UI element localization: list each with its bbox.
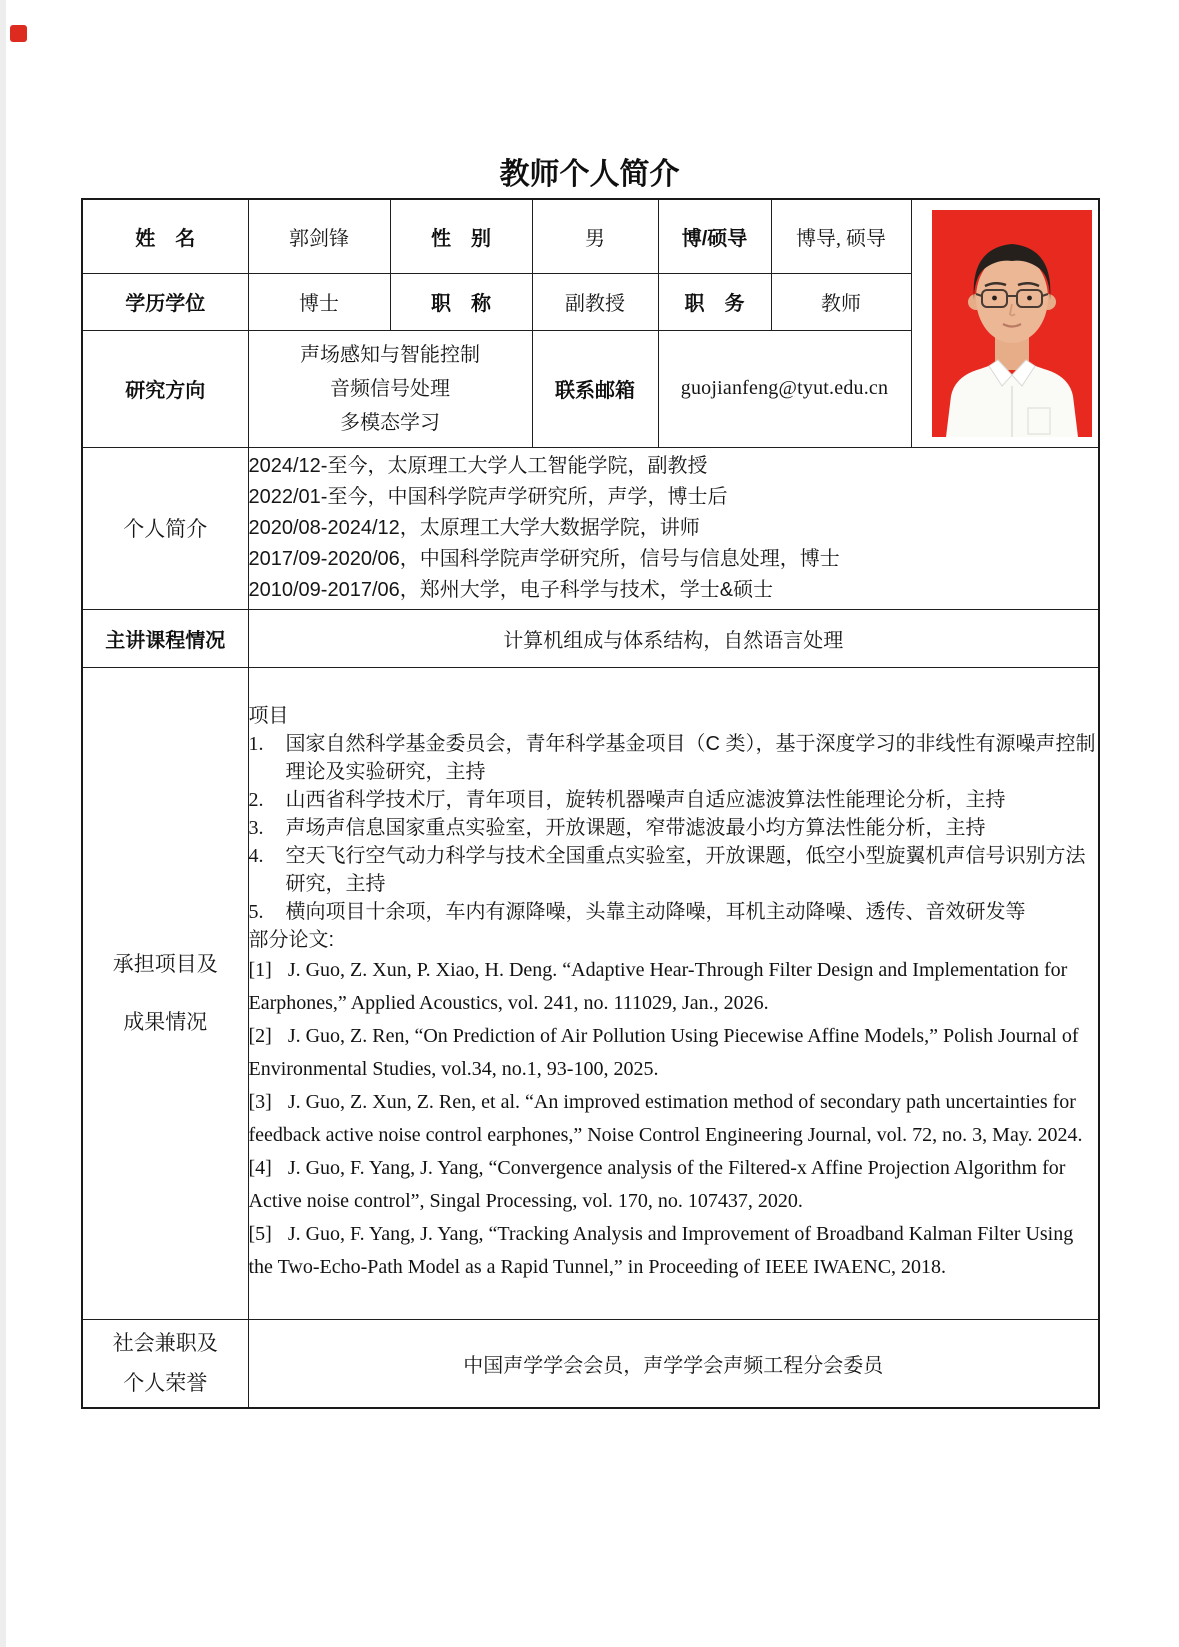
project-item [249, 814, 1099, 842]
paper-item [249, 1086, 1099, 1152]
project-item [249, 786, 1099, 814]
courses-label: 主讲课程情况 [82, 609, 248, 667]
bio-line: 2017/09-2020/06，中国科学院声学研究所，信号与信息处理，博士 [248, 547, 840, 570]
memberships-label [82, 1319, 248, 1408]
paper-number: [5] [248, 1223, 272, 1245]
paper-text: J. Guo, Z. Xun, Z. Ren, et al. “An improved estimation method of secondary path uncertainties for feedback active noise control earphones,” Noise Control Engineering Journal, vol. 72, no. 3, May. 2024. [248, 1091, 1083, 1146]
row-memberships [82, 1319, 1099, 1408]
supervisor-value: 博导, 硕导 [771, 199, 911, 273]
courses-value: 计算机组成与体系结构，自然语言处理 [248, 609, 1099, 667]
achievements-content [248, 667, 1099, 1319]
project-text: 声场声信息国家重点实验室，开放课题，窄带滤波最小均方算法性能分析，主持 [285, 817, 986, 839]
bio-line: 2020/08-2024/12，太原理工大学大数据学院，讲师 [248, 516, 700, 539]
id-photo [932, 210, 1092, 437]
bio-content [248, 447, 1099, 609]
supervisor-label: 博/硕导 [658, 199, 771, 273]
paper-number: [1] [248, 959, 272, 981]
project-text: 国家自然科学基金委员会，青年科学基金项目（C 类），基于深度学习的非线性有源噪声控制理论及实验研究，主持 [285, 733, 1096, 783]
profile-table [81, 198, 1100, 1409]
achievements-label-line2: 成果情况 [123, 1010, 208, 1034]
degree-value: 博士 [248, 273, 390, 330]
projects-heading: 项目 [248, 705, 289, 727]
paper-number: [2] [248, 1025, 272, 1047]
duty-value: 教师 [771, 273, 911, 330]
project-text: 横向项目十余项，车内有源降噪，头靠主动降噪，耳机主动降噪、透传、音效研发等 [285, 901, 1026, 923]
paper-text: J. Guo, F. Yang, J. Yang, “Tracking Analysis and Improvement of Broadband Kalman Filter Using the Two-Echo-Path Model as a Rapid Tunnel,” in Proceeding of IEEE IWAENC, 2018. [248, 1223, 1074, 1278]
research-line: 音频信号处理 [330, 377, 450, 400]
paper-text: J. Guo, F. Yang, J. Yang, “Convergence analysis of the Filtered-x Affine Projection Algorithm for Active noise control”, Singal Processing, vol. 170, no. 107437, 2020. [248, 1157, 1066, 1212]
achievements-label [82, 667, 248, 1319]
memberships-label-line2: 个人荣誉 [123, 1371, 208, 1396]
research-line: 声场感知与智能控制 [300, 343, 480, 366]
row-bio [82, 447, 1099, 609]
email-value: guojianfeng@tyut.edu.cn [658, 330, 911, 447]
research-value [248, 330, 532, 447]
page-edge [0, 0, 6, 1647]
bio-line: 2022/01-至今，中国科学院声学研究所，声学，博士后 [248, 485, 728, 508]
achievements-label-line1: 承担项目及 [112, 952, 218, 976]
research-label: 研究方向 [82, 330, 248, 447]
memberships-label-line1: 社会兼职及 [112, 1331, 218, 1356]
project-item [249, 730, 1099, 786]
professional-title-value: 副教授 [532, 273, 658, 330]
degree-label: 学历学位 [82, 273, 248, 330]
memberships-value: 中国声学学会会员，声学学会声频工程分会委员 [248, 1319, 1099, 1408]
duty-label: 职 务 [658, 273, 771, 330]
bio-line: 2010/09-2017/06，郑州大学，电子科学与技术，学士&硕士 [248, 578, 774, 601]
gender-value: 男 [532, 199, 658, 273]
bio-line: 2024/12-至今，太原理工大学人工智能学院，副教授 [248, 454, 708, 477]
project-text: 空天飞行空气动力科学与技术全国重点实验室，开放课题，低空小型旋翼机声信号识别方法研究，主持 [285, 845, 1086, 895]
paper-text: J. Guo, Z. Xun, P. Xiao, H. Deng. “Adaptive Hear-Through Filter Design and Implementation for Earphones,” Applied Acoustics, vol. 241, no. 111029, Jan., 2026. [248, 959, 1068, 1014]
project-item [249, 842, 1099, 898]
project-number: 2. [248, 789, 264, 811]
paper-item [249, 954, 1099, 1020]
project-number: 1. [248, 733, 264, 755]
bio-label: 个人简介 [82, 447, 248, 609]
gender-label: 性 别 [390, 199, 532, 273]
research-line: 多模态学习 [340, 411, 440, 434]
papers-heading: 部分论文: [248, 929, 335, 951]
paper-number: [3] [248, 1091, 272, 1113]
email-label: 联系邮箱 [532, 330, 658, 447]
name-value: 郭剑锋 [248, 199, 390, 273]
page-title: 教师个人简介 [499, 158, 680, 191]
photo-cell [911, 199, 1099, 447]
paper-number: [4] [248, 1157, 272, 1179]
project-item [249, 898, 1099, 926]
row-achievements [82, 667, 1099, 1319]
row-courses [82, 609, 1099, 667]
portrait-illustration [932, 210, 1092, 437]
project-number: 5. [248, 901, 264, 923]
red-marker [10, 25, 27, 42]
paper-item [249, 1152, 1099, 1218]
row-name-gender [82, 199, 1099, 273]
name-label: 姓 名 [82, 199, 248, 273]
project-text: 山西省科学技术厅，青年项目，旋转机器噪声自适应滤波算法性能理论分析，主持 [285, 789, 1006, 811]
project-number: 3. [248, 817, 264, 839]
project-number: 4. [248, 845, 264, 867]
paper-item [249, 1218, 1099, 1284]
professional-title-label: 职 称 [390, 273, 532, 330]
paper-item [249, 1020, 1099, 1086]
paper-text: J. Guo, Z. Ren, “On Prediction of Air Pollution Using Piecewise Affine Models,” Polish Journal of Environmental Studies, vol.34, no.1, 93-100, 2025. [248, 1025, 1079, 1080]
